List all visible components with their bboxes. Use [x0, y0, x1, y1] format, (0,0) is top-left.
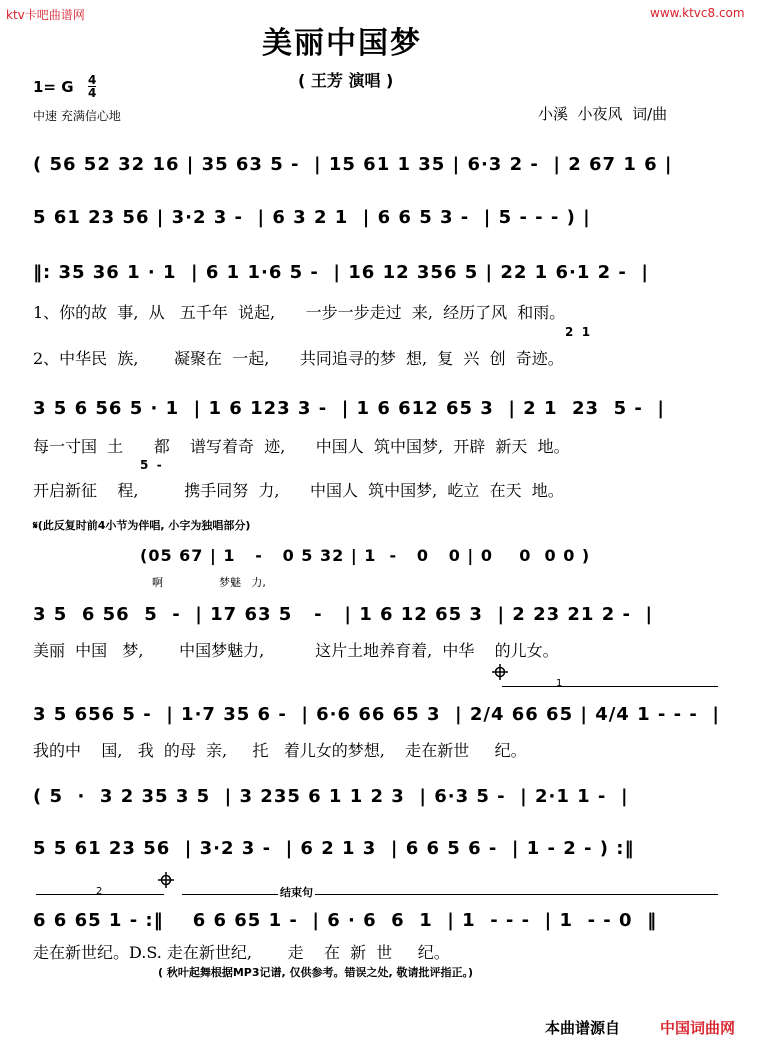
volta-2-label: 2 [96, 886, 103, 897]
coda-sign-1 [492, 664, 508, 680]
score-row-6: 3 5 656 5 - | 1·7 35 6 - | 6·6 66 65 3 | 2/4 66 65 | 4/4 1 - - - | [33, 704, 720, 725]
coda-sign-2 [158, 872, 174, 888]
alt-notes-row-3: 2 1 [565, 325, 591, 339]
score-row-3: ‖: 35 36 1 · 1 | 6 1 1·6 5 - | 16 12 356 5 | 22 1 6·1 2 - | [33, 262, 649, 283]
volta-1-bracket [502, 686, 718, 687]
lyric-row-6: 我的中 国, 我 的母 亲, 托 着儿女的梦想, 走在新世 纪。 [33, 741, 527, 760]
lyric-row-4a: 每一寸国 土 都 谱写着奇 迹, 中国人 筑中国梦, 开辟 新天 地。 [33, 437, 570, 456]
alt-notes-row-4: 5 - [140, 458, 162, 472]
score-row-5: 3 5 6 56 5 - | 17 63 5 - | 1 6 12 65 3 | 2 23 21 2 - | [33, 604, 654, 625]
tempo-marking: 中速 充满信心地 [33, 109, 121, 123]
lyric-row-3a: 1、你的故 事, 从 五千年 说起, 一步一步走过 来, 经历了风 和雨。 [33, 303, 566, 322]
score-row-7: ( 5 · 3 2 35 3 5 | 3 235 6 1 1 2 3 | 6·3 5 - | 2·1 1 - | [33, 786, 629, 807]
source-label: 本曲谱源自 [545, 1019, 621, 1037]
credits: 小溪 小夜风 词/曲 [538, 105, 668, 123]
score-row-1: ( 56 52 32 16 | 35 63 5 - | 15 61 1 35 | 6·3 2 - | 2 67 1 6 | [33, 154, 673, 175]
score-row-2: 5 61 23 56 | 3·2 3 - | 6 3 2 1 | 6 6 5 3 - | 5 - - - ) | [33, 207, 591, 228]
lyric-row-4b: 开启新征 程, 携手同努 力, 中国人 筑中国梦, 屹立 在天 地。 [33, 481, 564, 500]
watermark-left: ktv卡吧曲谱网 [6, 8, 85, 22]
watermark-right: www.ktvc8.com [650, 6, 745, 20]
page-title: 美丽中国梦 [262, 26, 422, 61]
key-signature: 1= G [33, 78, 74, 96]
source-site: 中国词曲网 [660, 1019, 736, 1037]
ds-instruction: 𝄋(此反复时前4小节为伴唱, 小字为独唱部分) [33, 519, 251, 532]
solo-lyrics: 啊 梦魅 力, [152, 576, 266, 589]
lyric-row-5: 美丽 中国 梦, 中国梦魅力, 这片土地养育着, 中华 的儿女。 [33, 641, 559, 660]
score-row-9: 6 6 65 1 - :‖ 6 6 65 1 - | 6 · 6 6 1 | 1 - - - | 1 - - 0 ‖ [33, 910, 658, 931]
score-row-4: 3 5 6 56 5 · 1 | 1 6 123 3 - | 1 6 612 65 3 | 2 1 23 5 - | [33, 398, 665, 419]
solo-notes: (05 67 | 1 - 0 5 32 | 1 - 0 0 | 0 0 0 0 ) [140, 546, 591, 565]
performer: ( 王芳 演唱 ) [298, 71, 394, 90]
volta-1-label: 1 [556, 678, 563, 689]
ending-bracket [182, 894, 718, 895]
footer-note: ( 秋叶起舞根据MP3记谱, 仅供参考。错误之处, 敬请批评指正。) [158, 966, 474, 979]
lyric-row-3b: 2、中华民 族, 凝聚在 一起, 共同追寻的梦 想, 复 兴 创 奇迹。 [33, 349, 564, 368]
score-row-8: 5 5 61 23 56 | 3·2 3 - | 6 2 1 3 | 6 6 5 6 - | 1 - 2 - ) :‖ [33, 838, 635, 859]
time-signature: $\frac{4}{4}$ [88, 73, 97, 100]
lyric-row-9: 走在新世纪。D.S. 走在新世纪, 走 在 新 世 纪。 [33, 943, 450, 962]
ending-label: 结束句 [280, 886, 313, 899]
